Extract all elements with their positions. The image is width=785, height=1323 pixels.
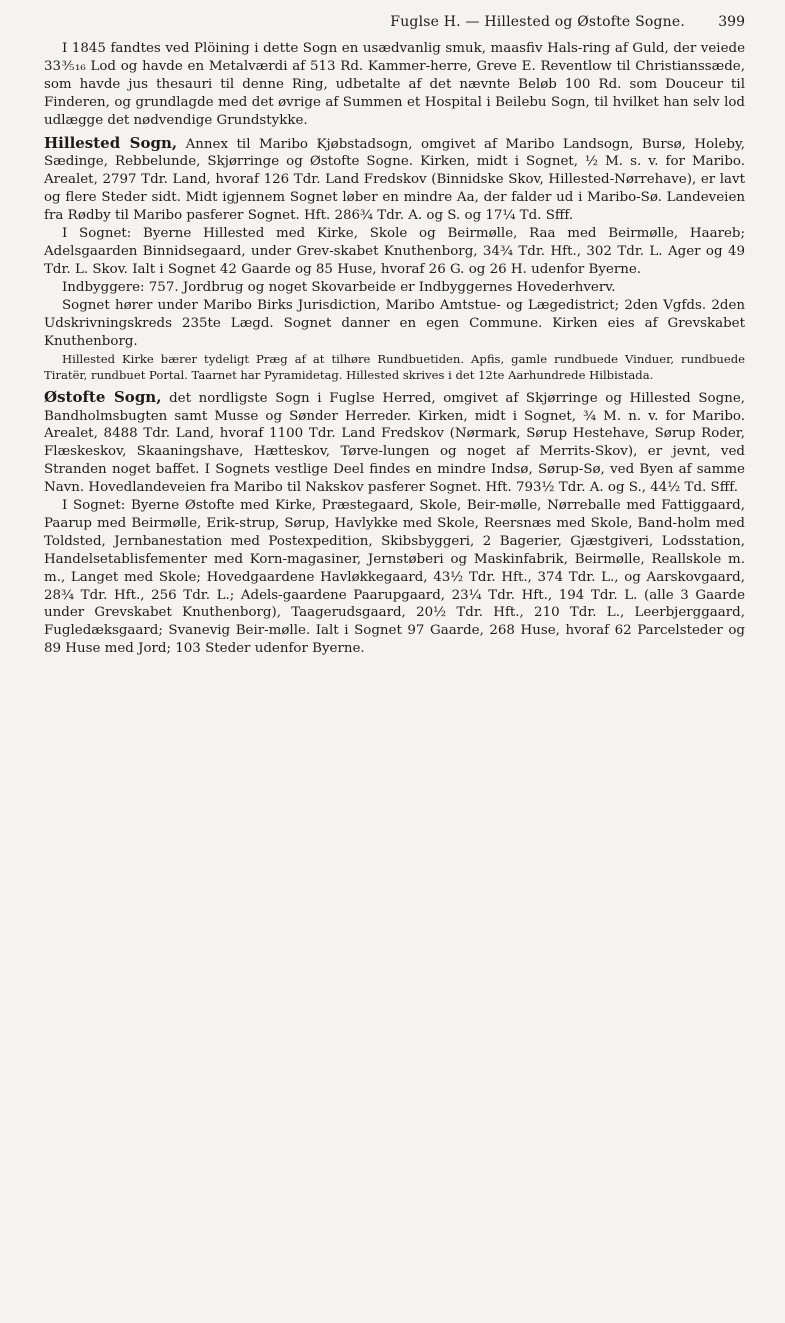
entry-headword: Hillested Sogn, (44, 133, 178, 152)
entry-ostofte-sogn (44, 389, 745, 497)
entry-hillested-sogn (44, 135, 745, 226)
paragraph-hillested-villages (44, 225, 745, 279)
paragraph-hillested-population (44, 279, 745, 297)
paragraph-ring-find (44, 40, 745, 130)
paragraph-text: I 1845 fandtes ved Plöining i dette Sogn en usædvanlig smuk, maasfiv Hals-ring af Guld, der veiede 33⅗₁₆ Lod og havde en Metalværdi af 513 Rd. Kammer-herre, Greve E. Reventlow til Christianssæde, som havde jus thesauri til denne Ring, udbetalte af det nævnte Beløb 100 Rd. som Douceur til Finderen, og grundlagde med det øvrige af Summen et Hospital i Beilebu Sogn, til hvilket han selv lod udlægge det nødvendige Grundstykke. (44, 41, 745, 128)
paragraph-ostofte-villages (44, 497, 745, 658)
entry-text: Annex til Maribo Kjøbstadsogn, omgivet af Maribo Landsogn, Bursø, Holeby, Sædinge, Rebbelunde, Skjørringe og Østofte Sogne. Kirken, midt i Sognet, ½ M. s. v. for Maribo. Arealet, 2797 Tdr. Land, hvoraf 126 Tdr. Land Fredskov (Binnidske Skov, Hillested-Nørrehave), er lavt og flere Steder sidt. Midt igjennem Sognet løber en mindre Aa, der falder ud i Maribo-Sø. Landeveien fra Rødby til Maribo pasferer Sognet. Hft. 286¾ Tdr. A. og S. og 17¼ Td. Sfff. (44, 136, 745, 224)
running-title: Fuglse H. — Hillested og Østofte Sogne. (390, 14, 685, 30)
body-text (44, 40, 745, 658)
paragraph-text: I Sognet: Byerne Østofte med Kirke, Præstegaard, Skole, Beir-mølle, Nørreballe med Fattiggaard, Paarup med Beirmølle, Erik-strup, Sørup, Havlykke med Skole, Reersnæs med Skole, Band-holm med Toldsted, Jernbanestation med Postexpedition, Skibsbyggeri, 2 Bagerier, Gjæstgiveri, Lodsstation, Handelsetablisfementer med Korn-magasiner, Jernstøberi og Maskinfabrik, Beirmølle, Reallskole m. m., Langet med Skole; Hovedgaardene Havløkkegaard, 43½ Tdr. Hft., 374 Tdr. L., og Aarskovgaard, 28¾ Tdr. Hft., 256 Tdr. L.; Adels-gaardene Paarupgaard, 23¼ Tdr. Hft., 194 Tdr. L. (alle 3 Gaarde under Grevskabet Knuthenborg), Taagerudsgaard, 20½ Tdr. Hft., 210 Tdr. L., Leerbjerggaard, Fugledæksgaard; Svanevig Beir-mølle. Ialt i Sognet 97 Gaarde, 268 Huse, hvoraf 62 Parcelsteder og 89 Huse med Jord; 103 Steder udenfor Byerne. (44, 498, 745, 657)
note-text: Hillested Kirke bærer tydeligt Præg af at tilhøre Rundbuetiden. Apfis, gamle rundbuede Vinduer, rundbuede Tiratër, rundbuet Portal. Taarnet har Pyramidetag. Hillested skrives i det 12te Aarhundrede Hilbistada. (44, 352, 745, 382)
paragraph-text: Indbyggere: 757. Jordbrug og noget Skovarbeide er Indbyggernes Hovederhverv. (62, 279, 616, 295)
note-hillested-church (44, 352, 745, 383)
running-header (44, 14, 745, 36)
entry-text: det nordligste Sogn i Fuglse Herred, omgivet af Skjørringe og Hillested Sogne, Bandholmsbugten samt Musse og Sønder Herreder. Kirken, midt i Sognet, ¾ M. n. v. for Maribo. Arealet, 8488 Tdr. Land, hvoraf 1100 Tdr. Land Fredskov (Nørmark, Sørup Hestehave, Sørup Roder, Flæskeskov, Skaaningshave, Hætteskov, Tørve-lungen og noget af Merrits-Skov), er jevnt, ved Stranden noget baffet. I Sognets vestlige Deel findes en mindre Indsø, Sørup-Sø, ved Byen af samme Navn. Hovedlandeveien fra Maribo til Nakskov pasferer Sognet. Hft. 793½ Tdr. A. og S., 44½ Td. Sfff. (44, 390, 745, 496)
entry-headword: Østofte Sogn, (44, 387, 162, 406)
page-number: 399 (718, 14, 745, 30)
paragraph-hillested-jurisdiction (44, 297, 745, 351)
paragraph-text: I Sognet: Byerne Hillested med Kirke, Skole og Beirmølle, Raa med Beirmølle, Haareb; Adelsgaarden Binnidsegaard, under Grev-skabet Knuthenborg, 34¾ Tdr. Hft., 302 Tdr. L. Ager og 49 Tdr. L. Skov. Ialt i Sognet 42 Gaarde og 85 Huse, hvoraf 26 G. og 26 H. udenfor Byerne. (44, 226, 745, 277)
paragraph-text: Sognet hører under Maribo Birks Jurisdiction, Maribo Amtstue- og Lægedistrict; 2den Vgfds. 2den Udskrivningskreds 235te Lægd. Sognet danner en egen Commune. Kirken eies af Grevskabet Knuthenborg. (44, 297, 745, 349)
